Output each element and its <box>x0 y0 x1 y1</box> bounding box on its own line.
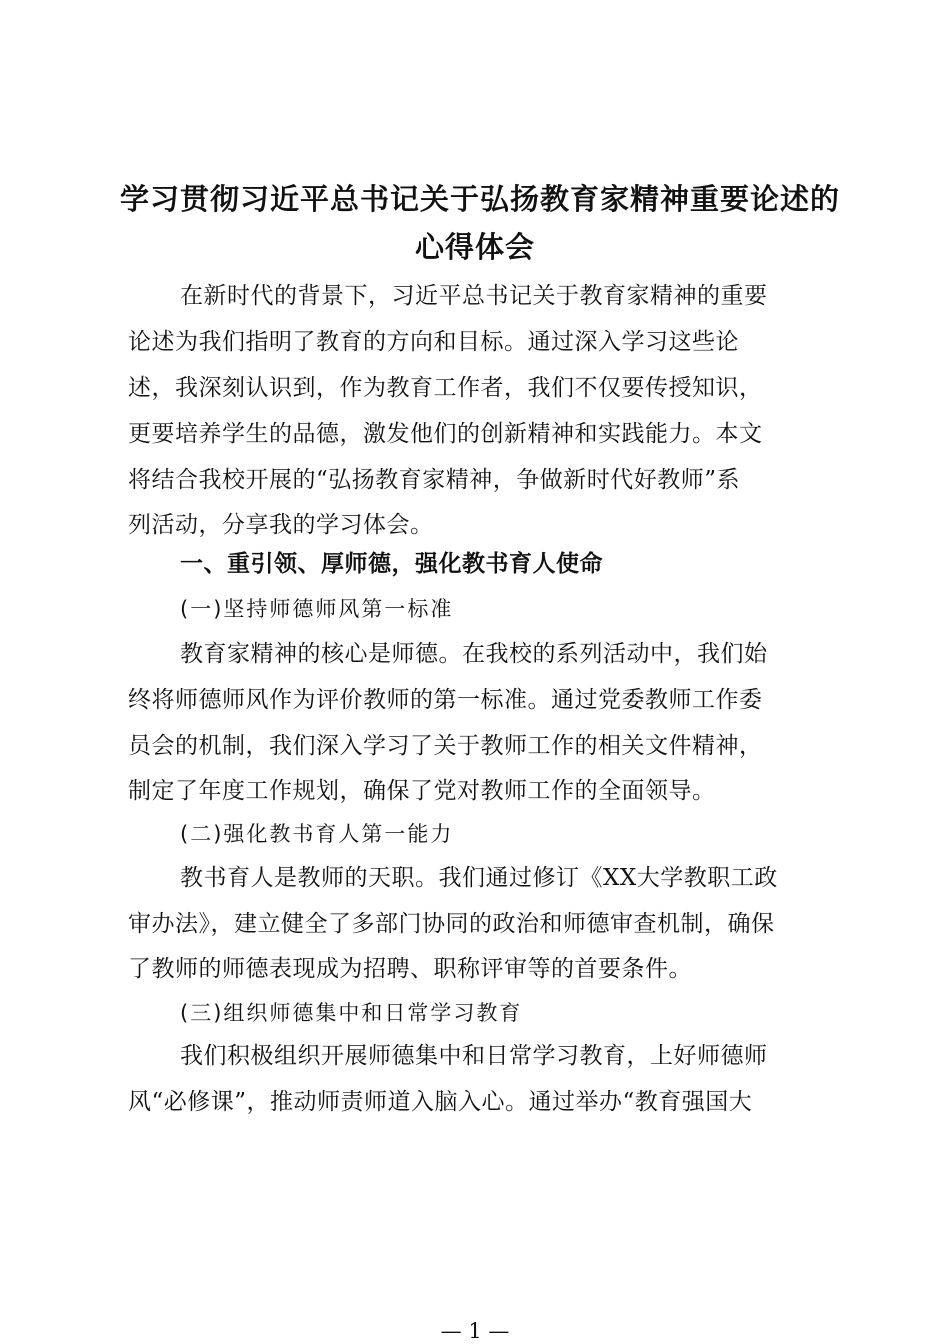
body-line: 教育家精神的核心是师德。在我校的系列活动中，我们始 <box>180 641 768 667</box>
body-line: 制定了年度工作规划，确保了党对教师工作的全面领导。 <box>128 778 716 804</box>
body-line: 终将师德师风作为评价教师的第一标准。通过党委教师工作委 <box>128 687 763 713</box>
body-line: 我们积极组织开展师德集中和日常学习教育，上好师德师 <box>180 1043 768 1069</box>
document-title-line-1: 学习贯彻习近平总书记关于弘扬教育家精神重要论述的 <box>120 182 841 216</box>
section-heading-1: 一、重引领、厚师德，强化教书育人使命 <box>180 551 603 577</box>
body-line: 审办法》，建立健全了多部门协同的政治和师德审查机制，确保 <box>128 911 775 937</box>
body-line: 教书育人是教师的天职。我们通过修订《XX大学教职工政 <box>180 865 778 891</box>
page-number: — 1 — <box>440 1319 510 1343</box>
body-line: 论述为我们指明了教育的方向和目标。通过深入学习这些论 <box>128 329 739 355</box>
document-title-line-2: 心得体会 <box>414 230 535 264</box>
body-line: 列活动，分享我的学习体会。 <box>128 512 434 538</box>
body-line: 将结合我校开展的“弘扬教育家精神，争做新时代好教师”系 <box>128 467 741 493</box>
subsection-heading-3: (三)组织师德集中和日常学习教育 <box>180 1001 523 1025</box>
body-line: 述，我深刻认识到，作为教育工作者，我们不仅要传授知识， <box>128 375 763 401</box>
body-line: 风“必修课”，推动师责师道入脑入心。通过举办“教育强国大 <box>128 1089 753 1115</box>
subsection-heading-1: (一)坚持师德师风第一标准 <box>180 597 454 621</box>
body-line: 员会的机制，我们深入学习了关于教师工作的相关文件精神， <box>128 733 763 759</box>
body-line: 更要培养学生的品德，激发他们的创新精神和实践能力。本文 <box>128 421 763 447</box>
body-line: 了教师的师德表现成为招聘、职称评审等的首要条件。 <box>128 956 692 982</box>
body-line: 在新时代的背景下，习近平总书记关于教育家精神的重要 <box>180 283 768 309</box>
subsection-heading-2: (二)强化教书育人第一能力 <box>180 822 454 846</box>
